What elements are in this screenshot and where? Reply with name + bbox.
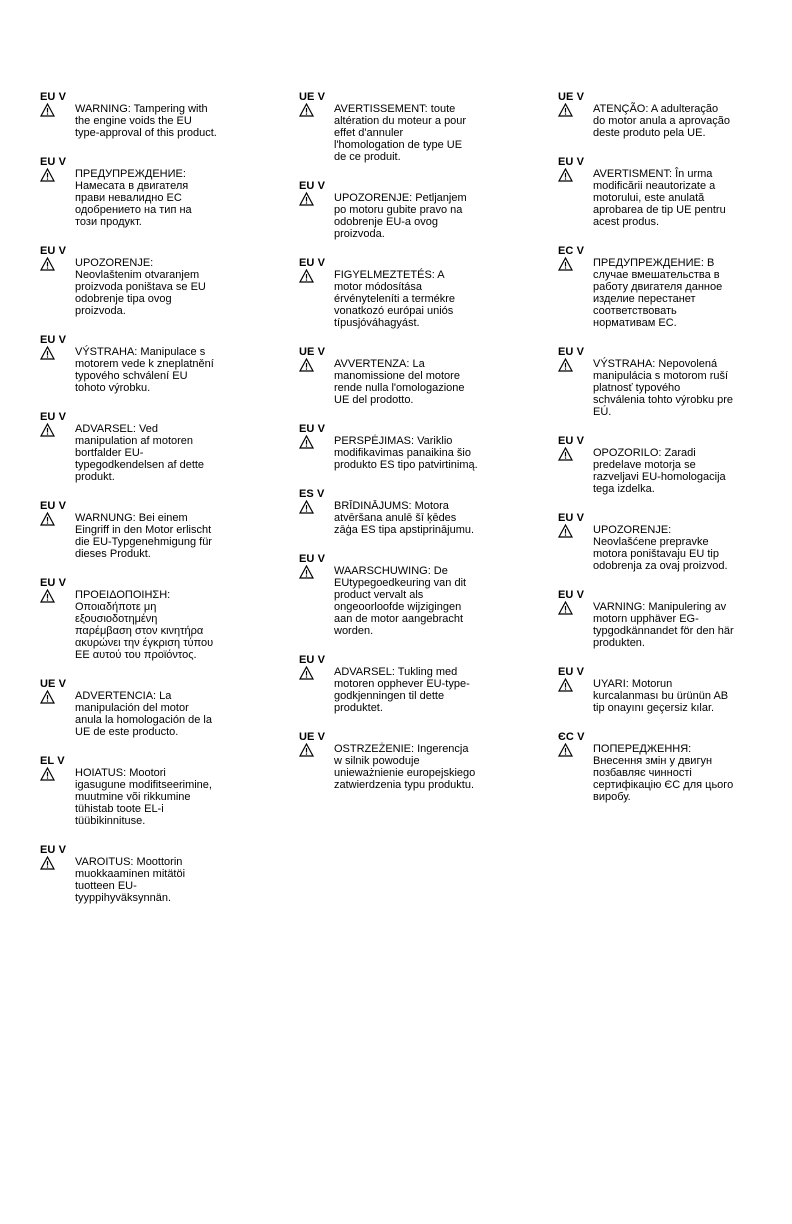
region-code: EU V xyxy=(299,257,326,269)
region-code: EU V xyxy=(558,435,585,447)
column-1 xyxy=(40,91,245,921)
warning-text: VÝSTRAHA: Nepovolená manipulácia s motorom ruší platnosť typového schválenia tohto výrobku pre EÚ. xyxy=(593,358,734,418)
warning-entry xyxy=(299,423,504,471)
warning-entry xyxy=(299,180,504,240)
warning-triangle-icon xyxy=(299,666,334,680)
warning-row xyxy=(558,524,763,572)
warning-row xyxy=(40,423,245,483)
warning-entry xyxy=(299,553,504,637)
warning-row xyxy=(40,589,245,661)
warning-row xyxy=(40,856,245,904)
region-code: EL V xyxy=(40,755,65,767)
warning-text: UPOZORENJE: Neovlašćene prepravke motora poništavaju EU tip odobrenja za ovaj proizvod. xyxy=(593,524,728,572)
warning-text: AVVERTENZA: La manomissione del motore rende nulla l'omologazione UE del prodotto. xyxy=(334,358,465,406)
warning-text: ADVERTENCIA: La manipulación del motor anula la homologación de la UE de este producto. xyxy=(75,690,212,738)
warning-triangle-icon xyxy=(40,346,75,360)
region-code: EU V xyxy=(558,666,585,678)
warning-row xyxy=(40,690,245,738)
warning-triangle-icon xyxy=(299,192,334,206)
warning-row xyxy=(299,666,504,714)
warning-entry xyxy=(558,512,763,572)
warning-row xyxy=(299,103,504,163)
warning-row xyxy=(299,192,504,240)
warning-row xyxy=(299,743,504,791)
warning-row xyxy=(558,743,763,803)
region-code: EU V xyxy=(40,577,67,589)
warning-entry xyxy=(558,731,763,803)
warning-text: BRĪDINĀJUMS: Motora atvēršana anulē šī ķēdes zāģa ES tipa apstiprinājumu. xyxy=(334,500,475,536)
warning-entry xyxy=(558,435,763,495)
warning-triangle-icon xyxy=(558,168,593,182)
region-code: EU V xyxy=(40,500,67,512)
warning-entry xyxy=(558,346,763,418)
warning-entry xyxy=(558,666,763,714)
warning-triangle-icon xyxy=(40,856,75,870)
region-code: EU V xyxy=(558,512,585,524)
warning-text: FIGYELMEZTETÉS: A motor módosítása érvényteleníti a termékre vonatkozó európai uniós típusjóváhagyást. xyxy=(334,269,456,329)
warning-row xyxy=(558,358,763,418)
region-code: UE V xyxy=(299,91,326,103)
warning-triangle-icon xyxy=(558,257,593,271)
column-3 xyxy=(558,91,763,820)
region-code: EC V xyxy=(558,245,585,257)
warning-triangle-icon xyxy=(299,743,334,757)
warning-triangle-icon xyxy=(558,601,593,615)
warning-triangle-icon xyxy=(40,690,75,704)
warning-entry xyxy=(558,91,763,139)
warning-entry xyxy=(40,844,245,904)
warning-triangle-icon xyxy=(40,589,75,603)
warning-text: UYARI: Motorun kurcalanması bu ürünün AB tip onayını geçersiz kılar. xyxy=(593,678,729,714)
warning-text: ATENÇÃO: A adulteração do motor anula a aprovação deste produto pela UE. xyxy=(593,103,730,139)
warning-entry xyxy=(558,156,763,228)
warning-text: WARNING: Tampering with the engine voids the EU type-approval of this product. xyxy=(75,103,217,139)
warning-entry xyxy=(40,411,245,483)
warning-triangle-icon xyxy=(299,500,334,514)
warning-entry xyxy=(299,731,504,791)
warning-entry xyxy=(40,755,245,827)
warning-entry xyxy=(40,577,245,661)
region-code: UE V xyxy=(558,91,585,103)
warning-text: VAROITUS: Moottorin muokkaaminen mitätöi tuotteen EU- tyyppihyväksynnän. xyxy=(75,856,186,904)
warning-row xyxy=(558,168,763,228)
warning-entry xyxy=(40,500,245,560)
warning-text: HOIATUS: Mootori igasugune modifitseerimine, muutmine või rikkumine tühistab toote EL-i tüübikinnituse. xyxy=(75,767,212,827)
warning-row xyxy=(299,435,504,471)
warning-entry xyxy=(40,678,245,738)
warning-row xyxy=(558,103,763,139)
warning-text: WAARSCHUWING: De EUtypegoedkeuring van dit product vervalt als ongeoorloofde wijzigingen aan de motor aangebracht worden. xyxy=(334,565,467,637)
warning-triangle-icon xyxy=(299,565,334,579)
warning-row xyxy=(558,601,763,649)
region-code: EU V xyxy=(558,156,585,168)
region-code: EU V xyxy=(299,180,326,192)
warning-row xyxy=(299,269,504,329)
warning-text: ПОПЕРЕДЖЕННЯ: Внесення змін у двигун позбавляє чинності сертифікацію ЄС для цього виробу. xyxy=(593,743,734,803)
warning-entry xyxy=(40,156,245,228)
warning-triangle-icon xyxy=(299,103,334,117)
warning-text: UPOZORENJE: Neovlaštenim otvaranjem proizvoda poništava se EU odobrenje tipa ovog proizvoda. xyxy=(75,257,206,317)
warning-row xyxy=(299,358,504,406)
region-code: UE V xyxy=(299,346,326,358)
warning-text: PERSPĖJIMAS: Variklio modifikavimas panaikina šio produkto ES tipo patvirtinimą. xyxy=(334,435,478,471)
warning-text: VARNING: Manipulering av motorn upphäver EG- typgodkännandet för den här produkten. xyxy=(593,601,734,649)
warning-entry xyxy=(558,245,763,329)
warning-text: ADVARSEL: Ved manipulation af motoren bortfalder EU- typegodkendelsen af dette produkt. xyxy=(75,423,205,483)
warning-row xyxy=(40,103,245,139)
warning-triangle-icon xyxy=(299,269,334,283)
warning-triangle-icon xyxy=(558,524,593,538)
region-code: EU V xyxy=(40,245,67,257)
region-code: EU V xyxy=(299,553,326,565)
warning-entry xyxy=(299,346,504,406)
region-code: UE V xyxy=(40,678,67,690)
warning-triangle-icon xyxy=(40,103,75,117)
warning-row xyxy=(40,512,245,560)
warning-text: AVERTISMENT: În urma modificării neautorizate a motorului, este anulată aprobarea de tip UE pentru acest produs. xyxy=(593,168,726,228)
region-code: UE V xyxy=(299,731,326,743)
warning-triangle-icon xyxy=(558,103,593,117)
warning-text: OSTRZEŻENIE: Ingerencja w silnik powoduje unieważnienie europejskiego zatwierdzenia typu produktu. xyxy=(334,743,476,791)
warning-row xyxy=(40,767,245,827)
warning-triangle-icon xyxy=(558,447,593,461)
warning-entry xyxy=(40,91,245,139)
warning-text: ADVARSEL: Tukling med motoren opphever EU-type- godkjenningen til dette produktet. xyxy=(334,666,470,714)
warning-entry xyxy=(558,589,763,649)
warning-entry xyxy=(299,91,504,163)
region-code: EU V xyxy=(299,654,326,666)
warning-row xyxy=(299,565,504,637)
warning-row xyxy=(558,678,763,714)
region-code: EU V xyxy=(40,334,67,346)
warning-text: VÝSTRAHA: Manipulace s motorem vede k zneplatnění typového schválení EU tohoto výrobku. xyxy=(75,346,214,394)
warning-text: WARNUNG: Bei einem Eingriff in den Motor erlischt die EU-Typgenehmigung für dieses Produkt. xyxy=(75,512,212,560)
warning-triangle-icon xyxy=(558,358,593,372)
warning-text: ПРЕДУПРЕЖДЕНИЕ: В случае вмешательства в работу двигателя данное изделие перестанет соответствовать нормативам ЕС. xyxy=(593,257,723,329)
warning-row xyxy=(558,257,763,329)
warning-row xyxy=(558,447,763,495)
region-code: EU V xyxy=(40,156,67,168)
warning-text: ΠΡΟΕΙΔΟΠΟΙΗΣΗ: Οποιαδήποτε μη εξουσιοδοτημένη παρέμβαση στον κινητήρα ακυρώνει την έγκριση τύπου ΕΕ αυτού του προϊόντος. xyxy=(75,589,214,661)
warning-entry xyxy=(299,257,504,329)
region-code: EU V xyxy=(558,589,585,601)
region-code: EU V xyxy=(40,411,67,423)
warning-entry xyxy=(40,245,245,317)
warning-row xyxy=(40,168,245,228)
warning-triangle-icon xyxy=(40,767,75,781)
region-code: EU V xyxy=(558,346,585,358)
warning-triangle-icon xyxy=(40,423,75,437)
region-code: EU V xyxy=(299,423,326,435)
warning-row xyxy=(40,346,245,394)
warning-entry xyxy=(299,488,504,536)
warning-entry xyxy=(299,654,504,714)
warning-text: AVERTISSEMENT: toute altération du moteur a pour effet d'annuler l'homologation de type UE de ce produit. xyxy=(334,103,467,163)
region-code: ЄС V xyxy=(558,731,585,743)
column-2 xyxy=(299,91,504,808)
region-code: ES V xyxy=(299,488,325,500)
warning-text: UPOZORENJE: Petljanjem po motoru gubite pravo na odobrenje EU-a ovog proizvoda. xyxy=(334,192,467,240)
warning-triangle-icon xyxy=(299,435,334,449)
warning-triangle-icon xyxy=(299,358,334,372)
warning-triangle-icon xyxy=(40,257,75,271)
warning-row xyxy=(40,257,245,317)
warning-entry xyxy=(40,334,245,394)
warning-row xyxy=(299,500,504,536)
region-code: EU V xyxy=(40,91,67,103)
warning-triangle-icon xyxy=(558,678,593,692)
warning-triangle-icon xyxy=(558,743,593,757)
warning-text: ПРЕДУПРЕЖДЕНИЕ: Намесата в двигателя прави невалидно ЕС одобрението на тип на този продукт. xyxy=(75,168,192,228)
warning-text: OPOZORILO: Zaradi predelave motorja se razveljavi EU-homologacija tega izdelka. xyxy=(593,447,726,495)
warning-triangle-icon xyxy=(40,512,75,526)
region-code: EU V xyxy=(40,844,67,856)
warning-triangle-icon xyxy=(40,168,75,182)
